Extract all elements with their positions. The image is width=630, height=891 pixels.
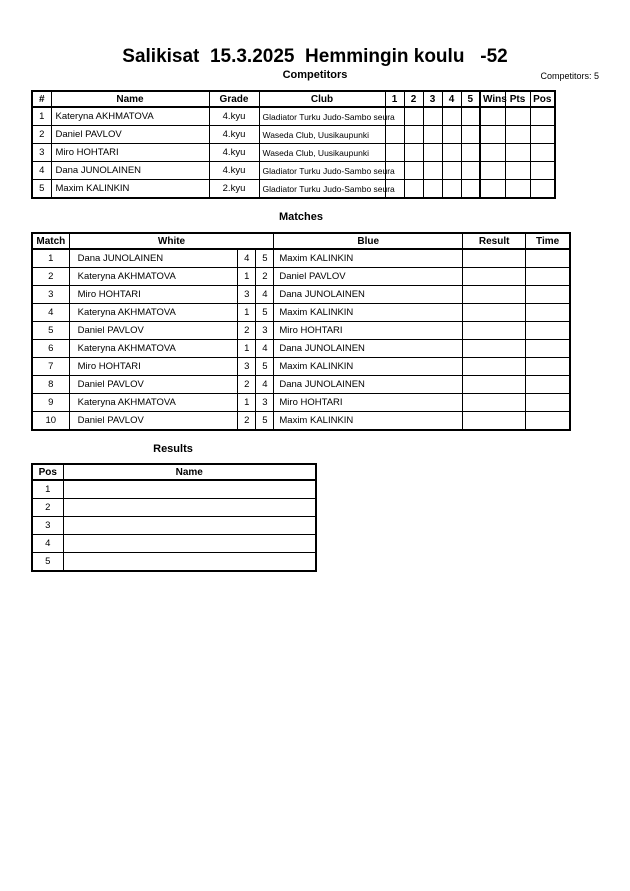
- col-opp-1: 1: [385, 91, 404, 107]
- col-results-name: Name: [63, 464, 316, 480]
- result-cell: [463, 358, 526, 376]
- blue-name: Dana JUNOLAINEN: [274, 340, 463, 358]
- white-number: 1: [238, 340, 256, 358]
- white-name: Kateryna AKHMATOVA: [69, 394, 238, 412]
- col-time: Time: [526, 233, 570, 249]
- match-row: [32, 304, 570, 322]
- match-row: [32, 376, 570, 394]
- col-opp-5: 5: [461, 91, 480, 107]
- blue-number: 4: [256, 340, 274, 358]
- wins-cell: [480, 162, 505, 180]
- opponent-cell-5: [461, 162, 480, 180]
- white-name: Kateryna AKHMATOVA: [69, 304, 238, 322]
- blue-name: Miro HOHTARI: [274, 322, 463, 340]
- time-cell: [526, 340, 570, 358]
- opponent-cell-5: [461, 180, 480, 199]
- blue-name: Dana JUNOLAINEN: [274, 376, 463, 394]
- blue-name: Miro HOHTARI: [274, 394, 463, 412]
- blue-number: 4: [256, 376, 274, 394]
- white-name: Daniel PAVLOV: [69, 412, 238, 431]
- white-name: Daniel PAVLOV: [69, 322, 238, 340]
- blue-name: Maxim KALINKIN: [274, 304, 463, 322]
- result-name-cell: [63, 499, 316, 517]
- result-row: [32, 535, 316, 553]
- competitor-grade: 4.kyu: [209, 144, 259, 162]
- col-match: Match: [32, 233, 69, 249]
- col-wins: Wins: [480, 91, 505, 107]
- opponent-cell-4: [442, 162, 461, 180]
- white-number: 3: [238, 358, 256, 376]
- opponent-cell-3: [423, 144, 442, 162]
- results-header-row: [32, 464, 316, 480]
- match-number: 8: [32, 376, 69, 394]
- blue-name: Maxim KALINKIN: [274, 358, 463, 376]
- competitor-number: 4: [32, 162, 51, 180]
- col-club: Club: [259, 91, 385, 107]
- pts-cell: [505, 162, 530, 180]
- competitor-grade: 2.kyu: [209, 180, 259, 199]
- competitor-grade: 4.kyu: [209, 162, 259, 180]
- blue-number: 5: [256, 304, 274, 322]
- competitor-number: 2: [32, 126, 51, 144]
- opponent-cell-5: [461, 107, 480, 126]
- opponent-cell-3: [423, 162, 442, 180]
- blue-name: Daniel PAVLOV: [274, 268, 463, 286]
- wins-cell: [480, 126, 505, 144]
- result-cell: [463, 394, 526, 412]
- page-title: Salikisat 15.3.2025 Hemmingin koulu -52: [122, 46, 508, 67]
- match-number: 4: [32, 304, 69, 322]
- opponent-cell-5: [461, 144, 480, 162]
- pos-cell: [530, 107, 555, 126]
- pos-cell: [530, 162, 555, 180]
- col-grade: Grade: [209, 91, 259, 107]
- wins-cell: [480, 107, 505, 126]
- competitor-grade: 4.kyu: [209, 107, 259, 126]
- match-row: [32, 340, 570, 358]
- opponent-cell-3: [423, 107, 442, 126]
- opponent-cell-2: [404, 144, 423, 162]
- blue-number: 5: [256, 358, 274, 376]
- opponent-cell-1: [385, 126, 404, 144]
- competitor-row: [32, 126, 555, 144]
- blue-number: 3: [256, 322, 274, 340]
- wins-cell: [480, 144, 505, 162]
- match-number: 9: [32, 394, 69, 412]
- match-row: [32, 268, 570, 286]
- opponent-cell-4: [442, 107, 461, 126]
- competitor-name: Miro HOHTARI: [51, 144, 209, 162]
- result-cell: [463, 304, 526, 322]
- pos-cell: [530, 126, 555, 144]
- white-number: 3: [238, 286, 256, 304]
- pts-cell: [505, 126, 530, 144]
- opponent-cell-2: [404, 162, 423, 180]
- result-cell: [463, 376, 526, 394]
- time-cell: [526, 286, 570, 304]
- white-name: Kateryna AKHMATOVA: [69, 340, 238, 358]
- col-pos: Pos: [530, 91, 555, 107]
- opponent-cell-2: [404, 180, 423, 199]
- white-number: 1: [238, 268, 256, 286]
- wins-cell: [480, 180, 505, 199]
- match-row: [32, 394, 570, 412]
- competitors-header-row: [32, 91, 555, 107]
- white-number: 2: [238, 322, 256, 340]
- white-name: Miro HOHTARI: [69, 286, 238, 304]
- competitor-row: [32, 162, 555, 180]
- time-cell: [526, 394, 570, 412]
- result-name-cell: [63, 535, 316, 553]
- result-position: 1: [32, 480, 63, 499]
- col-opp-4: 4: [442, 91, 461, 107]
- pts-cell: [505, 107, 530, 126]
- result-cell: [463, 286, 526, 304]
- time-cell: [526, 358, 570, 376]
- col-opp-3: 3: [423, 91, 442, 107]
- white-number: 1: [238, 394, 256, 412]
- competitors-heading: Competitors: [282, 69, 348, 81]
- result-name-cell: [63, 517, 316, 535]
- time-cell: [526, 268, 570, 286]
- opponent-cell-3: [423, 180, 442, 199]
- match-number: 5: [32, 322, 69, 340]
- opponent-cell-1: [385, 144, 404, 162]
- blue-name: Maxim KALINKIN: [274, 249, 463, 268]
- pts-cell: [505, 180, 530, 199]
- match-number: 2: [32, 268, 69, 286]
- match-row: [32, 412, 570, 431]
- match-number: 1: [32, 249, 69, 268]
- competitors-table: [31, 90, 556, 199]
- competitor-club: Waseda Club, Uusikaupunki: [259, 144, 385, 162]
- result-position: 3: [32, 517, 63, 535]
- result-cell: [463, 268, 526, 286]
- result-position: 5: [32, 553, 63, 572]
- result-row: [32, 480, 316, 499]
- opponent-cell-4: [442, 144, 461, 162]
- pos-cell: [530, 144, 555, 162]
- result-cell: [463, 322, 526, 340]
- competitor-row: [32, 180, 555, 199]
- competitor-name: Daniel PAVLOV: [51, 126, 209, 144]
- opponent-cell-3: [423, 126, 442, 144]
- result-name-cell: [63, 480, 316, 499]
- result-position: 4: [32, 535, 63, 553]
- opponent-cell-5: [461, 126, 480, 144]
- white-name: Dana JUNOLAINEN: [69, 249, 238, 268]
- col-name: Name: [51, 91, 209, 107]
- competitor-grade: 4.kyu: [209, 126, 259, 144]
- col-results-pos: Pos: [32, 464, 63, 480]
- competitors-count: Competitors: 5: [540, 71, 599, 81]
- blue-number: 3: [256, 394, 274, 412]
- opponent-cell-2: [404, 107, 423, 126]
- competitor-club: Gladiator Turku Judo-Sambo seura: [259, 107, 385, 126]
- blue-number: 5: [256, 249, 274, 268]
- match-number: 7: [32, 358, 69, 376]
- opponent-cell-4: [442, 180, 461, 199]
- competitor-row: [32, 107, 555, 126]
- competitor-name: Maxim KALINKIN: [51, 180, 209, 199]
- result-position: 2: [32, 499, 63, 517]
- col-result: Result: [463, 233, 526, 249]
- time-cell: [526, 304, 570, 322]
- white-number: 1: [238, 304, 256, 322]
- white-number: 2: [238, 412, 256, 431]
- white-name: Miro HOHTARI: [69, 358, 238, 376]
- blue-name: Dana JUNOLAINEN: [274, 286, 463, 304]
- competitor-number: 1: [32, 107, 51, 126]
- time-cell: [526, 412, 570, 431]
- competitor-club: Gladiator Turku Judo-Sambo seura: [259, 162, 385, 180]
- col-blue: Blue: [274, 233, 463, 249]
- blue-number: 2: [256, 268, 274, 286]
- col-white: White: [69, 233, 274, 249]
- competitor-club: Waseda Club, Uusikaupunki: [259, 126, 385, 144]
- match-number: 10: [32, 412, 69, 431]
- white-name: Daniel PAVLOV: [69, 376, 238, 394]
- result-row: [32, 517, 316, 535]
- result-cell: [463, 249, 526, 268]
- results-table: [31, 463, 317, 572]
- match-row: [32, 286, 570, 304]
- result-row: [32, 499, 316, 517]
- white-number: 4: [238, 249, 256, 268]
- white-number: 2: [238, 376, 256, 394]
- competitor-row: [32, 144, 555, 162]
- pts-cell: [505, 144, 530, 162]
- result-name-cell: [63, 553, 316, 572]
- time-cell: [526, 376, 570, 394]
- match-row: [32, 249, 570, 268]
- blue-number: 4: [256, 286, 274, 304]
- match-row: [32, 358, 570, 376]
- match-number: 6: [32, 340, 69, 358]
- competitor-number: 3: [32, 144, 51, 162]
- competitor-name: Kateryna AKHMATOVA: [51, 107, 209, 126]
- matches-table: [31, 232, 571, 431]
- time-cell: [526, 249, 570, 268]
- match-number: 3: [32, 286, 69, 304]
- competitor-club: Gladiator Turku Judo-Sambo seura: [259, 180, 385, 199]
- opponent-cell-4: [442, 126, 461, 144]
- blue-name: Maxim KALINKIN: [274, 412, 463, 431]
- result-cell: [463, 340, 526, 358]
- pos-cell: [530, 180, 555, 199]
- white-name: Kateryna AKHMATOVA: [69, 268, 238, 286]
- time-cell: [526, 322, 570, 340]
- results-heading: Results: [153, 443, 193, 455]
- competitor-number: 5: [32, 180, 51, 199]
- opponent-cell-2: [404, 126, 423, 144]
- matches-header-row: [32, 233, 570, 249]
- match-row: [32, 322, 570, 340]
- blue-number: 5: [256, 412, 274, 431]
- col-opp-2: 2: [404, 91, 423, 107]
- competitor-name: Dana JUNOLAINEN: [51, 162, 209, 180]
- col-num: #: [32, 91, 51, 107]
- matches-heading: Matches: [278, 211, 324, 223]
- result-row: [32, 553, 316, 572]
- result-cell: [463, 412, 526, 431]
- col-pts: Pts: [505, 91, 530, 107]
